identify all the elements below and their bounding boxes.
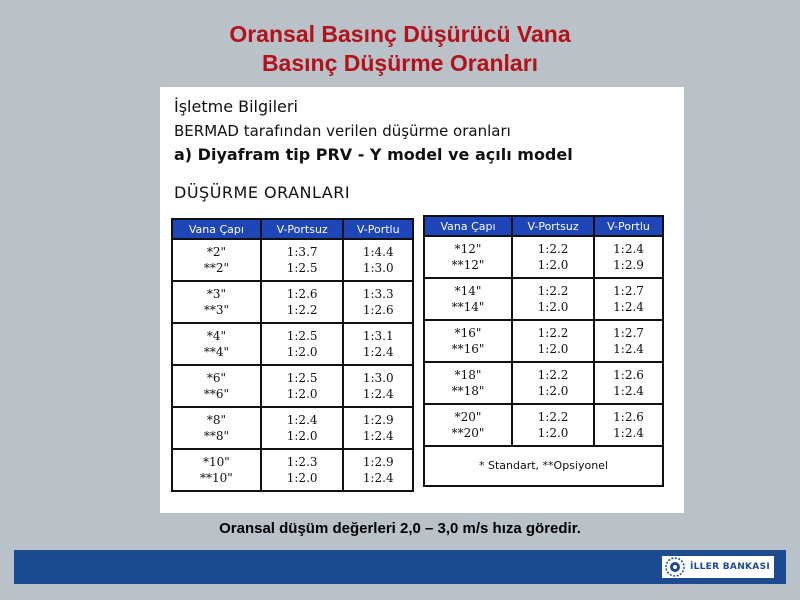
document-header — [174, 95, 573, 205]
port-ratio-cell — [343, 407, 413, 449]
footer-bar — [14, 550, 786, 584]
nonport-ratio-cell — [512, 404, 594, 446]
port-ratio-standard: 1:2.6 — [613, 410, 644, 424]
nonport-ratio-cell — [261, 323, 344, 365]
valve-size-optional: **2" — [203, 261, 229, 275]
valve-size-standard: *8" — [206, 413, 226, 427]
port-ratio-optional: 1:2.4 — [362, 471, 394, 485]
section-subheading: a) Diyafram tip PRV - Y model ve açılı model — [174, 145, 573, 164]
port-ratio-standard: 1:3.0 — [362, 371, 394, 385]
port-ratio-optional: 1:2.4 — [613, 342, 644, 356]
ratio-table-right — [423, 215, 664, 487]
port-ratio-standard: 1:3.1 — [362, 329, 394, 343]
scanned-document — [160, 87, 684, 513]
nonport-ratio-standard: 1:2.2 — [537, 410, 569, 424]
table-row — [172, 323, 413, 365]
legend-note: * Standart, **Opsiyonel — [424, 446, 663, 486]
port-ratio-cell — [594, 320, 663, 362]
valve-size-cell — [172, 407, 261, 449]
nonport-ratio-cell — [512, 278, 594, 320]
valve-size-cell — [172, 365, 261, 407]
bank-logo — [662, 556, 774, 578]
port-ratio-standard: 1:3.3 — [362, 287, 394, 301]
table-row — [172, 239, 413, 281]
nonport-ratio-optional: 1:2.0 — [537, 342, 569, 356]
column-header-size: Vana Çapı — [172, 219, 261, 239]
port-ratio-standard: 1:2.7 — [613, 284, 644, 298]
nonport-ratio-standard: 1:2.2 — [537, 368, 569, 382]
port-ratio-cell — [343, 365, 413, 407]
valve-size-standard: *2" — [206, 245, 226, 259]
nonport-ratio-standard: 1:3.7 — [286, 245, 318, 259]
title-line-1: Oransal Basınç Düşürücü Vana — [229, 21, 571, 47]
section-intro: BERMAD tarafından verilen düşürme oranları — [174, 122, 511, 140]
port-ratio-optional: 1:3.0 — [362, 261, 394, 275]
valve-size-cell — [172, 323, 261, 365]
valve-size-optional: **18" — [451, 384, 485, 398]
valve-size-cell — [424, 236, 512, 278]
port-ratio-optional: 1:2.9 — [613, 258, 644, 272]
valve-size-standard: *3" — [206, 287, 226, 301]
ratio-table-left — [171, 218, 414, 492]
port-ratio-optional: 1:2.4 — [362, 345, 394, 359]
valve-size-cell — [424, 320, 512, 362]
port-ratio-optional: 1:2.4 — [613, 384, 644, 398]
port-ratio-cell — [343, 323, 413, 365]
column-header-size: Vana Çapı — [424, 216, 512, 236]
nonport-ratio-cell — [261, 239, 344, 281]
valve-size-optional: **12" — [451, 258, 485, 272]
nonport-ratio-standard: 1:2.6 — [286, 287, 318, 301]
nonport-ratio-cell — [261, 407, 344, 449]
port-ratio-cell — [343, 281, 413, 323]
port-ratio-cell — [343, 449, 413, 491]
table-row — [172, 281, 413, 323]
port-ratio-standard: 1:2.9 — [362, 413, 394, 427]
title-line-2: Basınç Düşürme Oranları — [261, 50, 539, 76]
port-ratio-cell — [594, 404, 663, 446]
nonport-ratio-standard: 1:2.3 — [286, 455, 318, 469]
valve-size-cell — [172, 281, 261, 323]
table-row — [424, 278, 663, 320]
nonport-ratio-standard: 1:2.5 — [286, 371, 318, 385]
nonport-ratio-optional: 1:2.0 — [286, 345, 318, 359]
velocity-note: Oransal düşüm değerleri 2,0 – 3,0 m/s hıza göredir. — [219, 520, 581, 537]
table-row — [172, 449, 413, 491]
port-ratio-cell — [594, 362, 663, 404]
valve-size-standard: *10" — [203, 455, 230, 469]
nonport-ratio-cell — [512, 236, 594, 278]
valve-size-standard: *12" — [454, 242, 482, 256]
nonport-ratio-cell — [261, 281, 344, 323]
table-row — [424, 362, 663, 404]
port-ratio-optional: 1:2.6 — [362, 303, 394, 317]
port-ratio-optional: 1:2.4 — [613, 300, 644, 314]
nonport-ratio-optional: 1:2.0 — [286, 429, 318, 443]
nonport-ratio-standard: 1:2.4 — [286, 413, 318, 427]
valve-size-standard: *6" — [206, 371, 226, 385]
port-ratio-cell — [594, 236, 663, 278]
port-ratio-standard: 1:4.4 — [362, 245, 394, 259]
valve-size-optional: **10" — [200, 471, 233, 485]
port-ratio-standard: 1:2.7 — [613, 326, 644, 340]
nonport-ratio-cell — [261, 449, 344, 491]
nonport-ratio-optional: 1:2.0 — [537, 258, 569, 272]
nonport-ratio-standard: 1:2.2 — [537, 326, 569, 340]
nonport-ratio-cell — [512, 320, 594, 362]
table-row — [424, 320, 663, 362]
nonport-ratio-optional: 1:2.0 — [537, 426, 569, 440]
column-header-nonport: V-Portsuz — [512, 216, 594, 236]
valve-size-optional: **14" — [451, 300, 485, 314]
bank-emblem-icon — [664, 557, 686, 577]
table-row — [172, 365, 413, 407]
nonport-ratio-cell — [512, 362, 594, 404]
port-ratio-optional: 1:2.4 — [613, 426, 644, 440]
valve-size-optional: **6" — [203, 387, 229, 401]
port-ratio-optional: 1:2.4 — [362, 429, 394, 443]
nonport-ratio-standard: 1:2.5 — [286, 329, 318, 343]
valve-size-standard: *4" — [206, 329, 226, 343]
nonport-ratio-optional: 1:2.0 — [286, 387, 318, 401]
section-heading: İşletme Bilgileri — [174, 97, 298, 116]
nonport-ratio-optional: 1:2.0 — [286, 471, 318, 485]
port-ratio-standard: 1:2.4 — [613, 242, 644, 256]
nonport-ratio-optional: 1:2.2 — [286, 303, 318, 317]
slide-title — [0, 20, 800, 78]
column-header-port: V-Portlu — [343, 219, 413, 239]
valve-size-optional: **4" — [203, 345, 229, 359]
valve-size-standard: *16" — [454, 326, 482, 340]
table-row — [424, 404, 663, 446]
port-ratio-standard: 1:2.6 — [613, 368, 644, 382]
valve-size-cell — [172, 449, 261, 491]
nonport-ratio-standard: 1:2.2 — [537, 242, 569, 256]
nonport-ratio-optional: 1:2.0 — [537, 384, 569, 398]
table-caption: DÜŞÜRME ORANLARI — [174, 183, 351, 202]
port-ratio-cell — [343, 239, 413, 281]
nonport-ratio-standard: 1:2.2 — [537, 284, 569, 298]
port-ratio-standard: 1:2.9 — [362, 455, 394, 469]
valve-size-optional: **20" — [451, 426, 485, 440]
nonport-ratio-optional: 1:2.5 — [286, 261, 318, 275]
valve-size-cell — [424, 404, 512, 446]
port-ratio-cell — [594, 278, 663, 320]
nonport-ratio-optional: 1:2.0 — [537, 300, 569, 314]
valve-size-optional: **16" — [451, 342, 485, 356]
valve-size-cell — [424, 362, 512, 404]
bank-logo-text: İLLER BANKASI — [689, 562, 770, 572]
nonport-ratio-cell — [261, 365, 344, 407]
port-ratio-optional: 1:2.4 — [362, 387, 394, 401]
table-row — [172, 407, 413, 449]
valve-size-cell — [172, 239, 261, 281]
column-header-nonport: V-Portsuz — [261, 219, 344, 239]
valve-size-standard: *20" — [454, 410, 482, 424]
valve-size-optional: **8" — [203, 429, 229, 443]
valve-size-standard: *18" — [454, 368, 482, 382]
valve-size-optional: **3" — [203, 303, 229, 317]
column-header-port: V-Portlu — [594, 216, 663, 236]
valve-size-cell — [424, 278, 512, 320]
table-row — [424, 236, 663, 278]
valve-size-standard: *14" — [454, 284, 482, 298]
